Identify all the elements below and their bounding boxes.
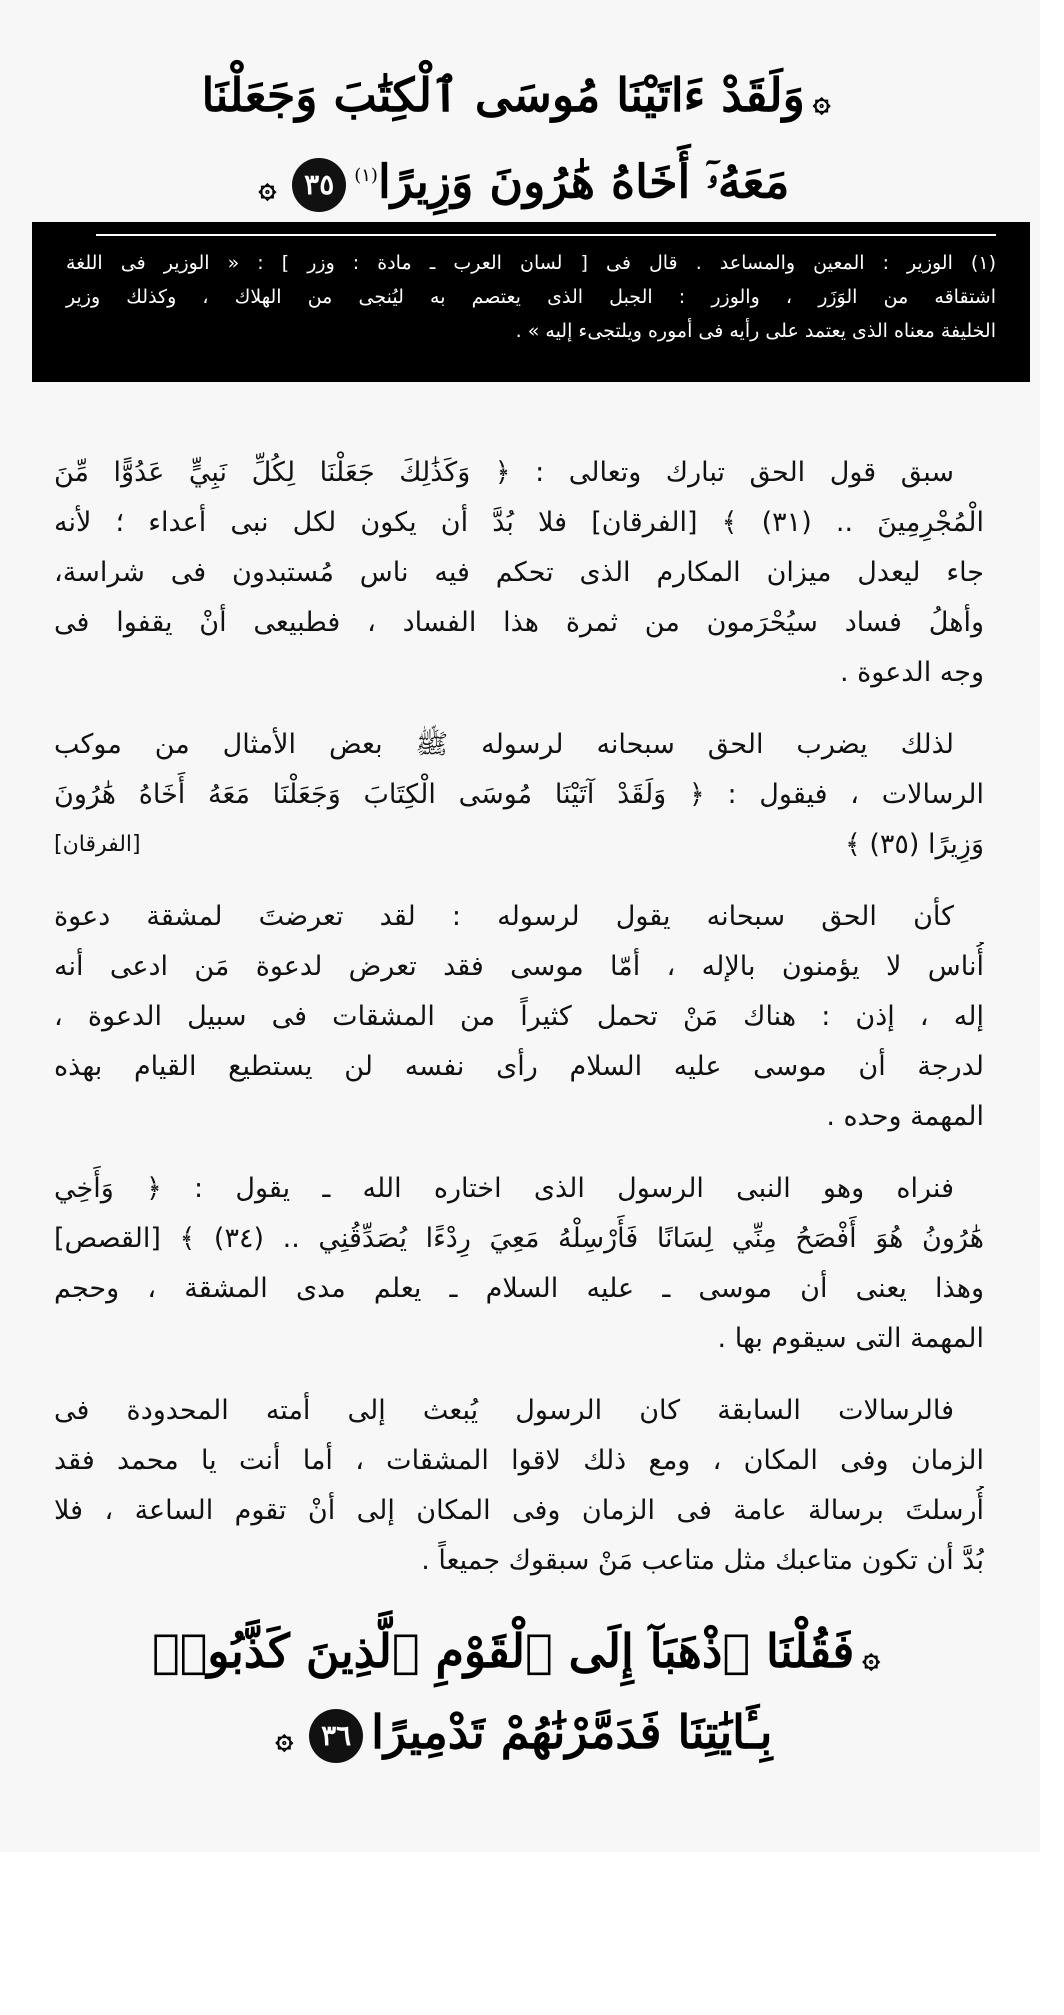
footnote-marker: (١) <box>354 165 378 186</box>
text-line: بُدَّ أن تكون متاعبك مثل متاعب مَنْ سبقوك جميعاً . <box>421 1545 984 1576</box>
paragraph <box>54 1164 984 1364</box>
footnote-divider <box>96 234 996 236</box>
verse-bottom-line-2: بِـَٔايَٰتِنَا فَدَمَّرْنَٰهُمْ تَدْمِيرًا٣٦۞ <box>80 1695 960 1776</box>
paragraph <box>54 892 984 1142</box>
footnote-line: (١) الوزير : المعين والمساعد . قال فى [ لسان العرب ـ مادة : وزر ] : « الوزير فى اللغة <box>66 252 996 274</box>
paragraph <box>54 1386 984 1586</box>
text-line: فنراه وهو النبى الرسول الذى اختاره الله ـ يقول : ﴿ وَأَخِي <box>54 1173 954 1204</box>
text-line: الرسالات ، فيقول : ﴿ وَلَقَدْ آتَيْنَا مُوسَى الْكِتَابَ وَجَعَلْنَا مَعَهُ أَخَاهُ هَٰرُونَ <box>54 779 984 810</box>
ornament-icon: ۞ <box>275 1721 294 1756</box>
verse-bottom <box>80 1614 960 1776</box>
ornament-icon: ۞ <box>258 170 277 206</box>
text-line: لذلك يضرب الحق سبحانه لرسوله ﷺ بعض الأمثال من موكب <box>54 729 954 760</box>
footnote-box <box>32 222 1030 382</box>
ornament-icon: ۞ <box>812 84 831 119</box>
text-line: الزمان وفى المكان ، ومع ذلك لاقوا المشقات ، أما أنت يا محمد فقد <box>54 1445 984 1476</box>
text-line: لدرجة أن موسى عليه السلام رأى نفسه لن يستطيع القيام بهذه <box>54 1051 984 1082</box>
text-line: كأن الحق سبحانه يقول لرسوله : لقد تعرضتَ لمشقة دعوة <box>54 901 954 932</box>
text-line: المهمة وحده . <box>826 1101 984 1132</box>
footnote-line: الخليفة معناه الذى يعتمد على رأيه فى أموره ويلتجىء إليه » . <box>515 320 996 342</box>
text-line: وأهلُ فساد سيُحْرَمون من ثمرة هذا الفساد ، فطبيعى أنْ يقفوا فى <box>54 607 984 638</box>
text-line: جاء ليعدل ميزان المكارم الذى تحكم فيه ناس مُستبدون فى شراسة، <box>54 557 984 588</box>
verse-bottom-line-1: ۞فَقُلْنَا ٱذْهَبَآ إِلَى ٱلْقَوْمِ ٱلَّذِينَ كَذَّبُوا۟ <box>80 1614 960 1695</box>
verse-top-line-2: مَعَهُۥٓ أَخَاهُ هَٰرُونَ وَزِيرًا$^{(١)}$٣٥۞ <box>80 139 960 225</box>
paragraph <box>54 448 984 698</box>
text-line <box>54 820 984 870</box>
sura-reference: [الفرقان] <box>54 832 141 857</box>
text-line: الْمُجْرِمِينَ .. (٣١) ﴾ [الفرقان] فلا بُدَّ أن يكون لكل نبى أعداء ؛ لأنه <box>54 507 984 538</box>
text-line: أُرسلتَ برسالة عامة فى الزمان وفى المكان إلى أنْ تقوم الساعة ، فلا <box>54 1495 984 1526</box>
text-line: إله ، إذن : هناك مَنْ تحمل كثيراً من المشقات فى سبيل الدعوة ، <box>54 1001 984 1032</box>
text-line: المهمة التى سيقوم بها . <box>717 1323 984 1354</box>
verse-top <box>80 58 960 225</box>
verse-top-line-1: ۞وَلَقَدْ ءَاتَيْنَا مُوسَى ٱلْكِتَٰبَ وَجَعَلْنَا <box>80 58 960 139</box>
ornament-icon: ۞ <box>862 1640 880 1675</box>
text-line: وجه الدعوة . <box>839 657 984 688</box>
text-line: وهذا يعنى أن موسى ـ عليه السلام ـ يعلم مدى المشقة ، وحجم <box>54 1273 984 1304</box>
text-line: هَٰرُونُ هُوَ أَفْصَحُ مِنِّي لِسَانًا فَأَرْسِلْهُ مَعِيَ رِدْءًا يُصَدِّقُنِي .. (٣٤) ﴾ [القصص] <box>54 1223 984 1254</box>
footnote-line: اشتقاقه من الوَزَر ، والوزر : الجبل الذى يعتصم به ليُنجى من الهلاك ، وكذلك وزير <box>66 286 996 308</box>
body-text <box>54 448 984 1608</box>
verse-end: وَزِيرًا (٣٥) ﴾ <box>844 829 984 860</box>
paragraph <box>54 720 984 870</box>
ayah-number-badge: ٣٦ <box>309 1709 363 1763</box>
text-line: فالرسالات السابقة كان الرسول يُبعث إلى أمته المحدودة فى <box>54 1395 954 1426</box>
ayah-number-badge: ٣٥ <box>292 158 346 212</box>
text-line: سبق قول الحق تبارك وتعالى : ﴿ وَكَذَٰلِكَ جَعَلْنَا لِكُلِّ نَبِيٍّ عَدُوًّا مِّنَ <box>54 457 954 488</box>
text-line: أُناس لا يؤمنون بالإله ، أمّا موسى فقد تعرض لدعوة مَن ادعى أنه <box>54 951 984 982</box>
